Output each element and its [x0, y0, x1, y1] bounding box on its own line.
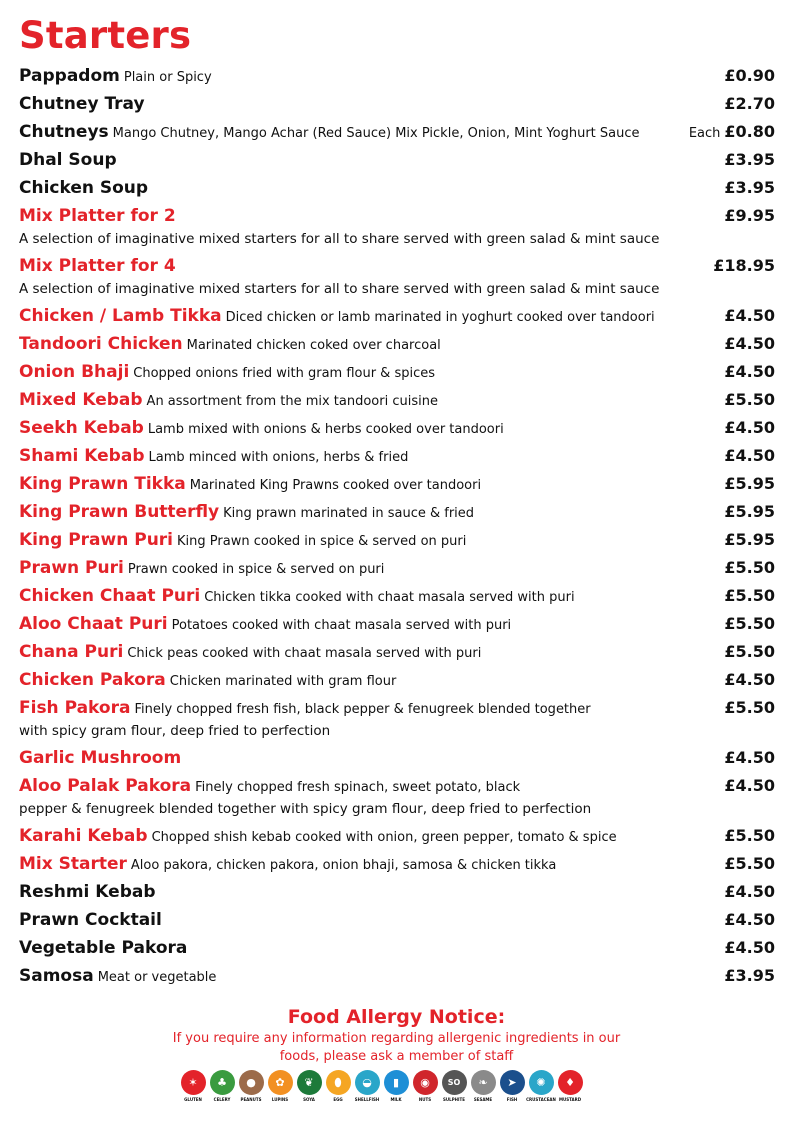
fish-icon: ➤ — [500, 1070, 525, 1095]
menu-item — [19, 386, 775, 414]
price-prefix: Each — [688, 126, 721, 141]
menu-item-name: King Prawn Puri — [19, 530, 174, 550]
allergen-soya — [296, 1070, 322, 1102]
menu-item-line — [19, 772, 520, 800]
allergen-gluten — [180, 1070, 206, 1102]
menu-item-price — [724, 526, 775, 554]
menu-item-line — [19, 174, 148, 202]
price-value: £4.50 — [724, 670, 775, 689]
menu-item — [19, 62, 775, 90]
price-value: £5.95 — [724, 502, 775, 521]
menu-item-price — [724, 744, 775, 772]
menu-item-description: Marinated chicken coked over charcoal — [186, 338, 441, 353]
menu-item-name: Fish Pakora — [19, 698, 131, 718]
allergen-label: LUPINS — [271, 1097, 289, 1102]
price-value: £5.95 — [724, 474, 775, 493]
allergen-peanuts — [238, 1070, 264, 1102]
menu-item-description: Meat or vegetable — [97, 970, 217, 985]
menu-item-line — [19, 358, 435, 386]
menu-item-line — [19, 470, 481, 498]
menu-item-name: Shami Kebab — [19, 446, 145, 466]
peanut-icon: ● — [239, 1070, 264, 1095]
allergen-nuts — [412, 1070, 438, 1102]
allergen-shellfish — [354, 1070, 380, 1102]
menu-item — [19, 878, 775, 906]
allergen-label: SULPHITE — [443, 1097, 465, 1102]
menu-item — [19, 744, 775, 772]
celery-icon: ♣ — [210, 1070, 235, 1095]
menu-item-price — [724, 582, 775, 610]
menu-item-name: Mixed Kebab — [19, 390, 143, 410]
allergy-notice — [0, 1006, 793, 1066]
wheat-icon: ✶ — [181, 1070, 206, 1095]
price-value: £4.50 — [724, 776, 775, 795]
menu-item — [19, 850, 775, 878]
allergen-sesame — [470, 1070, 496, 1102]
menu-item — [19, 582, 775, 610]
menu-item-line — [19, 666, 396, 694]
menu-item-line — [19, 878, 156, 906]
menu-item-price — [724, 610, 775, 638]
menu-item-name: Prawn Cocktail — [19, 910, 162, 930]
allergen-label: SHELLFISH — [354, 1097, 380, 1102]
menu-item-description: Chopped onions fried with gram flour & spices — [133, 366, 436, 381]
price-value: £4.50 — [724, 334, 775, 353]
sulphite-icon: SO — [442, 1070, 467, 1095]
price-value: £3.95 — [724, 178, 775, 197]
menu-item-name: Karahi Kebab — [19, 826, 148, 846]
menu-item-name: Chicken Chaat Puri — [19, 586, 201, 606]
menu-item-name: Chutney Tray — [19, 94, 145, 114]
mustard-icon: ♦ — [558, 1070, 583, 1095]
menu-item-line — [19, 822, 617, 850]
allergen-label: NUTS — [418, 1097, 432, 1102]
menu-item-name: Chicken Pakora — [19, 670, 166, 690]
menu-item-line — [19, 302, 655, 330]
menu-item-line — [19, 146, 117, 174]
menu-item-name: Seekh Kebab — [19, 418, 144, 438]
menu-item-description: King prawn marinated in sauce & fried — [223, 506, 475, 521]
menu-item — [19, 202, 775, 252]
menu-item-name: Samosa — [19, 966, 94, 986]
allergen-icons — [180, 1070, 583, 1102]
menu-item-name: Dhal Soup — [19, 150, 117, 170]
menu-item-price — [724, 90, 775, 118]
menu-item — [19, 526, 775, 554]
price-value: £4.50 — [724, 910, 775, 929]
menu-item-name: Aloo Chaat Puri — [19, 614, 168, 634]
price-value: £4.50 — [724, 418, 775, 437]
allergen-crustacean — [528, 1070, 554, 1102]
allergen-label: FISH — [506, 1097, 518, 1102]
price-value: £5.50 — [724, 586, 775, 605]
allergen-label: MUSTARD — [558, 1097, 582, 1102]
menu-item — [19, 498, 775, 526]
menu-item-name: Vegetable Pakora — [19, 938, 188, 958]
sesame-icon: ❧ — [471, 1070, 496, 1095]
menu-item-description: Mango Chutney, Mango Achar (Red Sauce) Mix Pickle, Onion, Mint Yoghurt Sauce — [112, 126, 640, 141]
menu-item-description-continued: A selection of imaginative mixed starters for all to share served with green salad & mint sauce — [19, 281, 660, 297]
allergen-fish — [499, 1070, 525, 1102]
price-value: £0.80 — [724, 122, 775, 141]
menu-item-description: Chicken tikka cooked with chaat masala served with puri — [204, 590, 575, 605]
allergen-label: GLUTEN — [184, 1097, 202, 1102]
shellfish-icon: ◒ — [355, 1070, 380, 1095]
allergen-sulphite — [441, 1070, 467, 1102]
allergen-mustard — [557, 1070, 583, 1102]
menu-item-line — [19, 118, 640, 146]
menu-item — [19, 90, 775, 118]
menu-item — [19, 610, 775, 638]
menu-item-name: Chutneys — [19, 122, 109, 142]
menu-item-line — [19, 526, 466, 554]
menu-item-description: Marinated King Prawns cooked over tandoori — [189, 478, 482, 493]
menu-item-description: Chopped shish kebab cooked with onion, green pepper, tomato & spice — [151, 830, 617, 845]
menu-item-price — [724, 934, 775, 962]
menu-item-price — [724, 302, 775, 330]
menu-item-name: Garlic Mushroom — [19, 748, 182, 768]
allergen-milk — [383, 1070, 409, 1102]
menu-item-description: Finely chopped fresh spinach, sweet potato, black — [195, 780, 521, 795]
egg-icon: ⬮ — [326, 1070, 351, 1095]
menu-item-price — [689, 118, 775, 146]
menu-item-line — [19, 744, 181, 772]
menu-item-line — [19, 934, 187, 962]
menu-item-description: Chicken marinated with gram flour — [169, 674, 397, 689]
price-value: £4.50 — [724, 362, 775, 381]
menu-item-price — [724, 906, 775, 934]
milk-icon: ▮ — [384, 1070, 409, 1095]
menu-item — [19, 146, 775, 174]
crab-icon: ✺ — [529, 1070, 554, 1095]
menu-item-description: An assortment from the mix tandoori cuisine — [146, 394, 438, 409]
price-value: £5.50 — [724, 854, 775, 873]
menu-item — [19, 666, 775, 694]
menu-item-name: Mix Starter — [19, 854, 127, 874]
price-value: £5.95 — [724, 530, 775, 549]
menu-item-price — [724, 62, 775, 90]
menu-item-name: Onion Bhaji — [19, 362, 130, 382]
allergen-label: MILK — [390, 1097, 402, 1102]
menu-item-price — [724, 330, 775, 358]
menu-item-description: Potatoes cooked with chaat masala served with puri — [171, 618, 512, 633]
menu-item-line — [19, 442, 408, 470]
allergy-title: Food Allergy Notice: — [287, 1006, 506, 1028]
menu-item-description: King Prawn cooked in spice & served on puri — [177, 534, 467, 549]
menu-item-price — [724, 822, 775, 850]
price-value: £0.90 — [724, 66, 775, 85]
menu-item — [19, 302, 775, 330]
price-value: £5.50 — [724, 614, 775, 633]
menu-item — [19, 470, 775, 498]
menu-item-price — [713, 252, 775, 280]
page-title: Starters — [19, 14, 192, 57]
price-value: £5.50 — [724, 558, 775, 577]
allergen-celery — [209, 1070, 235, 1102]
menu-item-description: Plain or Spicy — [123, 70, 212, 85]
menu-item-price — [724, 498, 775, 526]
menu-item-name: Reshmi Kebab — [19, 882, 156, 902]
menu-item-line — [19, 850, 556, 878]
menu-item-line — [19, 962, 216, 990]
menu-item — [19, 962, 775, 990]
menu-item — [19, 822, 775, 850]
menu-item — [19, 358, 775, 386]
menu-item-line — [19, 202, 176, 230]
menu-item-price — [724, 470, 775, 498]
menu-item-description: Chick peas cooked with chaat masala served with puri — [127, 646, 482, 661]
allergen-label: SESAME — [473, 1097, 493, 1102]
menu-item — [19, 118, 775, 146]
allergen-egg — [325, 1070, 351, 1102]
menu-item-description-continued: with spicy gram flour, deep fried to perfection — [19, 723, 331, 739]
menu-item-name: King Prawn Tikka — [19, 474, 186, 494]
allergen-lupins — [267, 1070, 293, 1102]
price-value: £4.50 — [724, 306, 775, 325]
menu-item-line — [19, 554, 384, 582]
menu-item-name: Tandoori Chicken — [19, 334, 183, 354]
menu-item-price — [724, 414, 775, 442]
price-value: £5.50 — [724, 642, 775, 661]
menu-item-line — [19, 414, 504, 442]
menu-item — [19, 414, 775, 442]
price-value: £4.50 — [724, 938, 775, 957]
menu-item-line — [19, 498, 474, 526]
menu-item-line — [19, 62, 212, 90]
price-value: £5.50 — [724, 390, 775, 409]
menu-item-description: Diced chicken or lamb marinated in yoghurt cooked over tandoori — [225, 310, 655, 325]
menu-item-price — [724, 962, 775, 990]
menu-item-line — [19, 386, 438, 414]
menu-item-price — [724, 202, 775, 230]
menu-item-description: Prawn cooked in spice & served on puri — [127, 562, 385, 577]
menu-item-price — [724, 174, 775, 202]
nuts-icon: ◉ — [413, 1070, 438, 1095]
allergy-text-line-1: If you require any information regarding allergenic ingredients in our — [172, 1031, 621, 1046]
price-value: £5.50 — [724, 826, 775, 845]
menu-item-price — [724, 772, 775, 800]
menu-item — [19, 330, 775, 358]
menu-item-price — [724, 878, 775, 906]
menu-item-description-continued: A selection of imaginative mixed starters for all to share served with green salad & mint sauce — [19, 231, 660, 247]
menu-item-name: Chicken / Lamb Tikka — [19, 306, 222, 326]
menu-item-name: Mix Platter for 4 — [19, 256, 176, 276]
menu-item-line — [19, 330, 441, 358]
price-value: £9.95 — [724, 206, 775, 225]
menu-item-name: Chana Puri — [19, 642, 124, 662]
menu-item-price — [724, 666, 775, 694]
menu-item-description-continued: pepper & fenugreek blended together with spicy gram flour, deep fried to perfection — [19, 801, 592, 817]
price-value: £4.50 — [724, 882, 775, 901]
allergen-label: CRUSTACEAN — [526, 1097, 556, 1102]
menu-item — [19, 694, 775, 744]
menu-item-price — [724, 386, 775, 414]
menu-item-name: Aloo Palak Pakora — [19, 776, 192, 796]
menu-item-line — [19, 582, 575, 610]
menu-item-price — [724, 146, 775, 174]
menu-item-description: Aloo pakora, chicken pakora, onion bhaji, samosa & chicken tikka — [130, 858, 557, 873]
menu-item — [19, 772, 775, 822]
menu-item-line — [19, 252, 176, 280]
menu-item-price — [724, 442, 775, 470]
price-value: £3.95 — [724, 966, 775, 985]
menu-item — [19, 638, 775, 666]
starters-menu — [19, 62, 775, 990]
menu-item-price — [724, 554, 775, 582]
menu-item — [19, 906, 775, 934]
menu-item-line — [19, 610, 511, 638]
menu-item — [19, 554, 775, 582]
price-value: £2.70 — [724, 94, 775, 113]
price-value: £4.50 — [724, 446, 775, 465]
allergy-text-line-2: foods, please ask a member of staff — [279, 1049, 514, 1064]
menu-item-name: Pappadom — [19, 66, 120, 86]
menu-item-description: Lamb minced with onions, herbs & fried — [148, 450, 409, 465]
price-value: £18.95 — [713, 256, 775, 275]
menu-item-price — [724, 638, 775, 666]
menu-item-line — [19, 638, 481, 666]
allergen-label: PEANUTS — [240, 1097, 262, 1102]
menu-item-name: Chicken Soup — [19, 178, 149, 198]
menu-item-price — [724, 358, 775, 386]
menu-item-line — [19, 906, 162, 934]
menu-item-name: Mix Platter for 2 — [19, 206, 176, 226]
menu-item — [19, 442, 775, 470]
menu-item-name: King Prawn Butterfly — [19, 502, 220, 522]
lupin-icon: ✿ — [268, 1070, 293, 1095]
menu-item — [19, 252, 775, 302]
price-value: £5.50 — [724, 698, 775, 717]
menu-item-price — [724, 694, 775, 722]
menu-item-name: Prawn Puri — [19, 558, 124, 578]
price-value: £4.50 — [724, 748, 775, 767]
allergen-label: CELERY — [213, 1097, 231, 1102]
price-value: £3.95 — [724, 150, 775, 169]
menu-item — [19, 174, 775, 202]
menu-item-line — [19, 694, 591, 722]
menu-item-line — [19, 90, 145, 118]
menu-item-description: Finely chopped fresh fish, black pepper & fenugreek blended together — [134, 702, 591, 717]
soya-icon: ❦ — [297, 1070, 322, 1095]
menu-item — [19, 934, 775, 962]
menu-item-description: Lamb mixed with onions & herbs cooked over tandoori — [147, 422, 504, 437]
allergen-label: EGG — [333, 1097, 343, 1102]
menu-item-price — [724, 850, 775, 878]
allergen-label: SOYA — [303, 1097, 315, 1102]
